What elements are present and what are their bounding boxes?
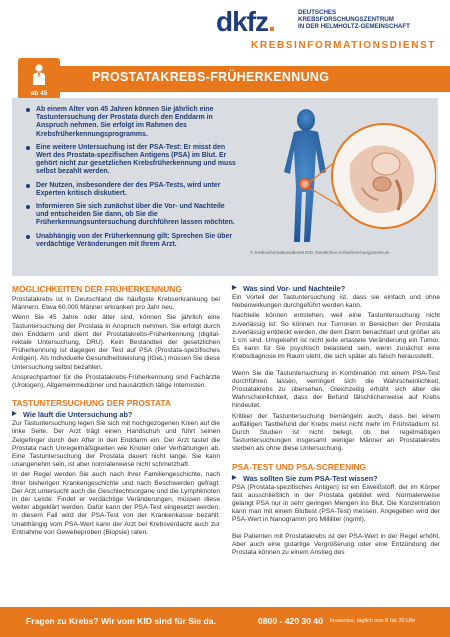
- logo-institution: DEUTSCHES KREBSFORSCHUNGSZENTRUM IN DER HELMHOLTZ-GEMEINSCHAFT: [298, 9, 410, 30]
- person-icon: [32, 64, 46, 86]
- paragraph: In der Regel werden Sie auch nach Ihrer Familiengeschichte, nach Ihrer bisherigen Krankengeschichte und nach Beschwerden gefragt. Der Arzt untersucht auch die Geschlechtsorgane und die Lymphknoten in der Leiste. Findet er verdächtige Veränderungen, müssen diese weiter abgeklärt werden. Dafür kann der PSA-Test eingesetzt werden. In diesem Fall wird der PSA-Test von der Krankenkasse bezahlt. Unabhängig vom PSA-Wert kann der Arzt bei Krebsverdacht auch zur Entnahme von Gewebeproben (Biopsie) raten.: [12, 471, 220, 536]
- paragraph: Wenn Sie die Tastuntersuchung in Kombination mit einem PSA-Test durchführen lassen, verringert sich die Wahrscheinlichkeit, Prostatakrebs zu übersehen. Gleichzeitig erhöht sich aber die Wahrscheinlichkeit, dass der Befund fälschlicherweise auf Krebs hindeutet.: [232, 369, 440, 410]
- footer-question: Fragen zu Krebs? Wir vom KID sind für Sie da.: [26, 616, 216, 626]
- footer-phone[interactable]: 0800 - 420 30 40: [258, 616, 323, 626]
- list-item: Unabhängig von der Früherkennung gilt: Sprechen Sie über verdächtige Veränderungen mit Ihrem Arzt.: [26, 233, 238, 249]
- list-item: Eine weitere Untersuchung ist der PSA-Test: Er misst den Wert des Prostata-spezifischen Antigens (PSA) im Blut. Er gehört nicht zur gesetzlichen Krebsfrüherkennung und muss selbst bezahlt werden.: [26, 144, 238, 177]
- paragraph: Ansprechpartner für die Prostatakrebs-Früherkennung sind Fachärzte (Urologen), Allgemeinmediziner und hausärztlich tätige Internisten.: [12, 373, 220, 390]
- paragraph: Nachteile können entstehen, weil eine Tastuntersuchung nicht zuverlässig ist: So können nur Tumoren in Bereichen der Prostata zuverlässig entdeckt werden, die dem Darm benachbart und größer als 1 cm sind. Umgekehrt ist nicht jede ertastete Veränderung ein Tumor. Es kann für Sie psychisch belastend sein, wenn zunächst eine Krebsdiagnose im Raum steht, die sich später als falsch herausstellt.: [232, 312, 440, 361]
- footer-bar: [0, 607, 450, 637]
- question-heading: ▶ Was sind Vor- und Nachteile?: [232, 284, 440, 293]
- dkfz-logo[interactable]: [216, 6, 436, 50]
- footer-note: kostenlos, täglich von 8 bis 20 Uhr: [330, 618, 416, 624]
- age-badge: [18, 58, 60, 100]
- paragraph: Prostatakrebs ist in Deutschland die häufigste Krebserkrankung bei Männern. Etwa 60.000 Männer erkranken pro Jahr neu.: [12, 296, 220, 312]
- paragraph: Bei Patienten mit Prostatakrebs ist der PSA-Wert in der Regel erhöht. Aber auch eine gutartige Vergrößerung oder eine Entzündung der Prostata können zu einem Anstieg des: [232, 532, 440, 557]
- question-heading: ▶ Wie läuft die Untersuchung ab?: [12, 410, 220, 419]
- section-heading-tastuntersuchung: TASTUNTERSUCHUNG DER PROSTATA: [12, 398, 171, 409]
- section-heading-moeglichkeiten: MÖGLICHKEITEN DER FRÜHERKENNUNG: [12, 284, 182, 294]
- left-column: [12, 284, 220, 539]
- logo-subtitle: KREBSINFORMATIONSDIENST: [251, 40, 436, 51]
- age-label: ab 45: [30, 90, 48, 97]
- header: [0, 0, 450, 66]
- anatomy-illustration: [246, 102, 436, 248]
- question-heading: ▶ Was sollten Sie zum PSA-Test wissen?: [232, 474, 440, 483]
- list-item: Informieren Sie sich zunächst über die Vor- und Nachteile und entscheiden Sie dann, ob Sie die Früherkennungsuntersuchung durchführen lassen möchten.: [26, 203, 238, 228]
- title-bar: [60, 66, 450, 92]
- summary-list: [26, 106, 238, 254]
- image-caption: © Krebsinformationsdienst KID, Deutsches Krebsforschungszentrum: [250, 250, 390, 255]
- list-item: Ab einem Alter von 45 Jahren können Sie jährlich eine Tastuntersuchung der Prostata durch den Enddarm in Anspruch nehmen. Sie erfolgt im Rahmen des Krebsfrüherkennungsprogramms.: [26, 106, 238, 139]
- paragraph: Zur Tastuntersuchung legen Sie sich mit hochgezogenen Knien auf die linke Seite. Der Arzt trägt einen Handschuh und führt seinen Zeigefinger durch den After in den Enddarm ein. Der Arzt tastet die Prostata nach Unregelmäßigkeiten wie Knoten oder Verhärtungen ab. Eine Tastuntersuchung der Prostata dauert nicht lange. Sie kann unangenehm sein, ist aber normalerweise nicht schmerzhaft.: [12, 420, 220, 469]
- section-heading-psa: PSA-TEST UND PSA-SCREENING: [232, 461, 367, 472]
- list-item: Der Nutzen, insbesondere der des PSA-Tests, wird unter Experten kritisch diskutiert.: [26, 182, 238, 198]
- page-title: PROSTATAKREBS-FRÜHERKENNUNG: [92, 70, 330, 84]
- paragraph: Kritiker der Tastuntersuchung bemängeln auch, dass bei einem auffälligen Tastbefund der Krebs meist nicht mehr im Frühstadium ist. Durch Studien ist nicht belegt, ob bei regelmäßigen Tastuntersuchungen insgesamt weniger Männer an Prostatakrebs sterben als ohne diese Untersuchung.: [232, 412, 440, 453]
- right-column: [232, 284, 440, 559]
- summary-panel: [12, 98, 438, 276]
- paragraph: PSA (Prostata-spezifisches Antigen) ist ein Eiweißstoff, der im Körper fast ausschließlich in der Prostata gebildet wird. Normalerweise gelangt PSA nur in sehr geringen Mengen ins Blut. Die Konzentration kann man mit einem Bluttest (PSA-Test) messen. Angegeben wird der PSA-Wert in Nanogramm pro Milliliter (ng/ml).: [232, 483, 440, 524]
- paragraph: Ein Vorteil der Tastuntersuchung ist, dass sie einfach und ohne Nebenwirkungen durchgeführt werden kann.: [232, 294, 440, 310]
- logo-wordmark: dkfz.: [216, 6, 275, 37]
- paragraph: Wenn Sie 45 Jahre oder älter sind, können Sie jährlich eine Tastuntersuchung der Prostata in Anspruch nehmen. Sie erfolgt durch den Enddarm und dient der Prostatakrebs-Früherkennung (digital-rektale Untersuchung, DRU). Kein Bestandteil der gesetzlichen Früherkennung ist dagegen der Test auf PSA (Prostata-spezifisches Antigen). Als Individuelle Gesundheitsleistung (IGeL) müssen Sie diese Untersuchung selbst bezahlen.: [12, 314, 220, 371]
